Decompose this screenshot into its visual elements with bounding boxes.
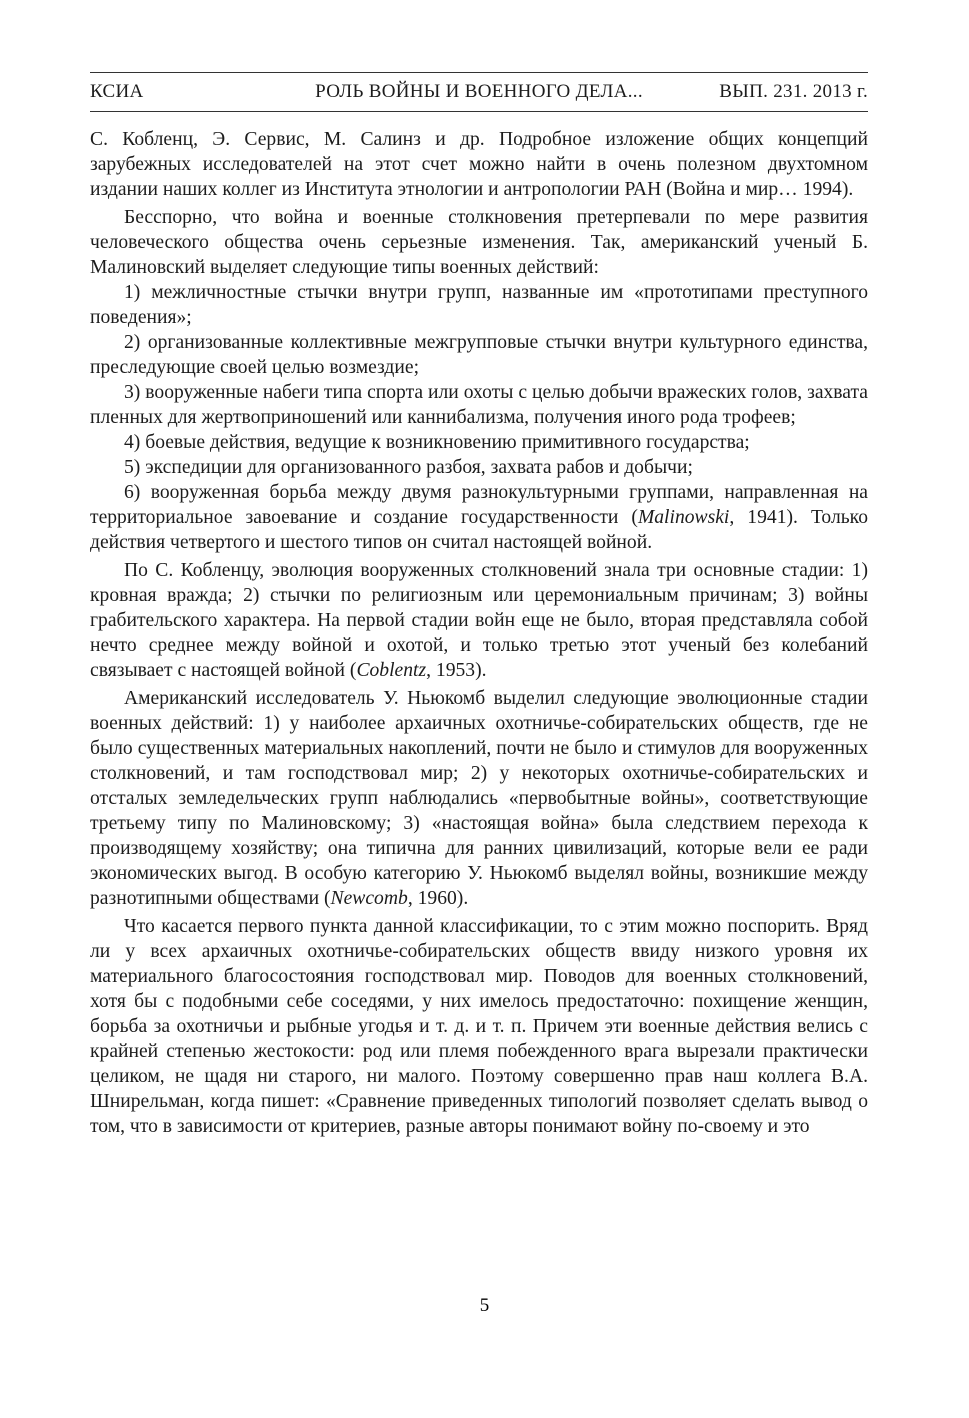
page-number: 5	[479, 1295, 490, 1316]
running-header	[90, 72, 868, 112]
text-run: , 1960).	[407, 888, 469, 909]
journal-abbrev: КСИА	[90, 81, 144, 102]
list-item: 5) экспедиции для организованного разбоя, захвата рабов и добычи;	[124, 457, 693, 478]
issue-info: ВЫП. 231. 2013 г.	[719, 81, 868, 102]
paragraph: С. Кобленц, Э. Сервис, М. Салинз и др. Подробное изложение общих концепций зарубежных исследователей на этот счет можно найти в очень полезном двухтомном издании наших коллег из Института этнологии и антропологии РАН (Война и мир… 1994).	[90, 129, 868, 200]
list-item	[90, 480, 868, 555]
page	[90, 72, 868, 1139]
text-run: , 1941). Только действия четвертого и шестого типов он считал настоящей войной.	[90, 507, 869, 553]
list-item: 4) боевые действия, ведущие к возникновению примитивного государства;	[124, 432, 750, 453]
text-run: Американский исследователь У. Ньюкомб выделил следующие эволюционные стадии военных действий: 1) у наиболее архаичных охотничье-собирательских обществ, где не было существенных материальных накоплений, почти не было и стимулов для вооруженных столкновений, и там господствовал мир; 2) у некоторых охотничье-собирательских и отсталых земледельческих групп наблюдались «первобытные войны», соответствующие третьему типу по Малиновскому; 3) «настоящая война» была следствием перехода к производящему хозяйству; она типична для ранних цивилизаций, которые вели ее ради экономических выгод. В особую категорию У. Ньюкомб выделял войны, возникшие между разнотипными обществами (	[90, 688, 868, 909]
article-body	[90, 127, 868, 1139]
list-item: 1) межличностные стычки внутри групп, названные им «прототипами преступного поведения»;	[90, 282, 868, 328]
citation-author: Newcomb	[330, 888, 408, 909]
running-title: РОЛЬ ВОЙНЫ И ВОЕННОГО ДЕЛА...	[315, 81, 643, 102]
list-item: 2) организованные коллективные межгрупповые стычки внутри культурного единства, преследующие своей целью возмездие;	[90, 332, 868, 378]
text-run: По С. Кобленцу, эволюция вооруженных столкновений знала три основные стадии: 1) кровная вражда; 2) стычки по религиозным или церемониальным причинам; 3) войны грабительского характера. На первой стадии войн еще не было, вторая представляла собой нечто среднее между войной и охотой, и только третью этот ученый без колебаний связывает с настоящей войной (	[90, 560, 868, 681]
citation-author: Coblentz	[356, 660, 427, 681]
text-run: 6) вооруженная борьба между двумя разнокультурными группами, направленная на территориальное завоевание и создание государственности (	[90, 482, 868, 528]
text-run: , 1953).	[426, 660, 487, 681]
paragraph	[90, 686, 868, 911]
paragraph: Бесспорно, что война и военные столкновения претерпевали по мере развития человеческого общества очень серьезные изменения. Так, американский ученый Б. Малиновский выделяет следующие типы военных действий:	[90, 207, 868, 278]
list-item: 3) вооруженные набеги типа спорта или охоты с целью добычи вражеских голов, захвата пленных для жертвоприношений или каннибализма, получения иного рода трофеев;	[90, 382, 868, 428]
paragraph	[90, 558, 868, 683]
citation-author: Malinowski	[637, 507, 730, 528]
paragraph: Что касается первого пункта данной классификации, то с этим можно поспорить. Вряд ли у всех архаичных охотничье-собирательских обществ ввиду низкого уровня их материального благосостояния господствовал мир. Поводов для военных столкновений, хотя бы с подобными себе соседями, у них имелось предостаточно: похищение женщин, борьба за охотничьи и рыбные угодья и т. д. и т. п. Причем эти военные действия велись с крайней степенью жестокости: род или племя побежденного врага вырезали практически целиком, не щадя ни старого, ни малого. Поэтому совершенно прав наш коллега В.А. Шнирельман, когда пишет: «Сравнение приведенных типологий позволяет сделать вывод о том, что в зависимости от критериев, разные авторы понимают войну по-своему и это	[90, 916, 868, 1137]
